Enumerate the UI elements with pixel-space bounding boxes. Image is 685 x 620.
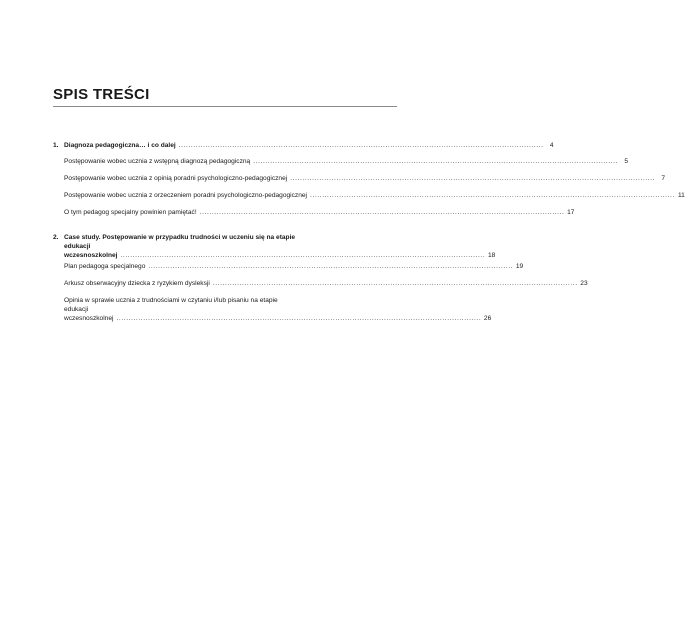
toc-item[interactable] <box>64 262 524 271</box>
toc-item-title: Postępowanie wobec ucznia z wstępną diagnozą pedagogiczną <box>64 158 251 165</box>
toc-page-number: 17 <box>567 209 575 216</box>
toc-page-number: 11 <box>677 192 685 199</box>
toc-leader-dots: ...................................................................................................................................................... <box>290 175 656 182</box>
toc-page-number: 18 <box>487 252 496 259</box>
toc-item-title: Plan pedagoga specjalnego <box>64 263 146 270</box>
toc-page-number: 23 <box>580 280 588 287</box>
toc-item-title-line2: edukacji wczesnoszkolnej <box>64 306 114 322</box>
toc-item-title: Arkusz obserwacyjny dziecka z ryzykiem dysleksji <box>64 280 210 287</box>
toc-item[interactable] <box>64 208 575 217</box>
toc-section-title-line1: Case study. Postępowanie w przypadku trudności w uczeniu się na etapie <box>64 234 296 241</box>
toc-section-2[interactable] <box>53 233 496 260</box>
toc-item[interactable] <box>64 157 629 166</box>
toc-item[interactable] <box>64 279 588 288</box>
toc-page-number: 19 <box>515 263 524 270</box>
toc-page-number: 4 <box>549 142 554 149</box>
page-title: SPIS TREŚCI <box>53 86 150 103</box>
toc-leader-dots: ...................................................................................................................................................... <box>310 192 675 199</box>
toc-item-title: O tym pedagog specjalny powinien pamiętać! <box>64 209 197 216</box>
toc-leader-dots: ...................................................................................................................................................... <box>148 263 514 270</box>
toc-page-number: 7 <box>661 175 666 182</box>
toc-item[interactable] <box>64 191 685 200</box>
toc-section-number: 2. <box>53 234 59 241</box>
toc-item[interactable] <box>64 174 666 183</box>
toc-leader-dots: ...................................................................................................................................................... <box>178 142 544 149</box>
toc-item[interactable] <box>64 296 492 323</box>
toc-section-title-line2: edukacji wczesnoszkolnej <box>64 243 118 259</box>
toc-leader-dots: ...................................................................................................................................................... <box>116 315 482 322</box>
toc-section-title: Diagnoza pedagogiczna… i co dalej <box>64 142 176 149</box>
toc-leader-dots: ...................................................................................................................................................... <box>120 252 486 259</box>
toc-leader-dots: ...................................................................................................................................................... <box>212 280 578 287</box>
title-rule <box>53 106 397 107</box>
toc-page-number: 26 <box>483 315 492 322</box>
toc-item-title: Postępowanie wobec ucznia z orzeczeniem poradni psychologiczno-pedagogicznej <box>64 192 308 199</box>
toc-leader-dots: ...................................................................................................................................................... <box>253 158 619 165</box>
toc-leader-dots: ...................................................................................................................................................... <box>199 209 565 216</box>
toc-section-number: 1. <box>53 142 59 149</box>
toc-item-title: Postępowanie wobec ucznia z opinią poradni psychologiczno-pedagogicznej <box>64 175 288 182</box>
toc-page-number: 5 <box>624 158 629 165</box>
toc-item-title-line1: Opinia w sprawie ucznia z trudnościami w czytaniu i/lub pisaniu na etapie <box>64 297 278 304</box>
toc-section-1[interactable] <box>53 141 554 150</box>
